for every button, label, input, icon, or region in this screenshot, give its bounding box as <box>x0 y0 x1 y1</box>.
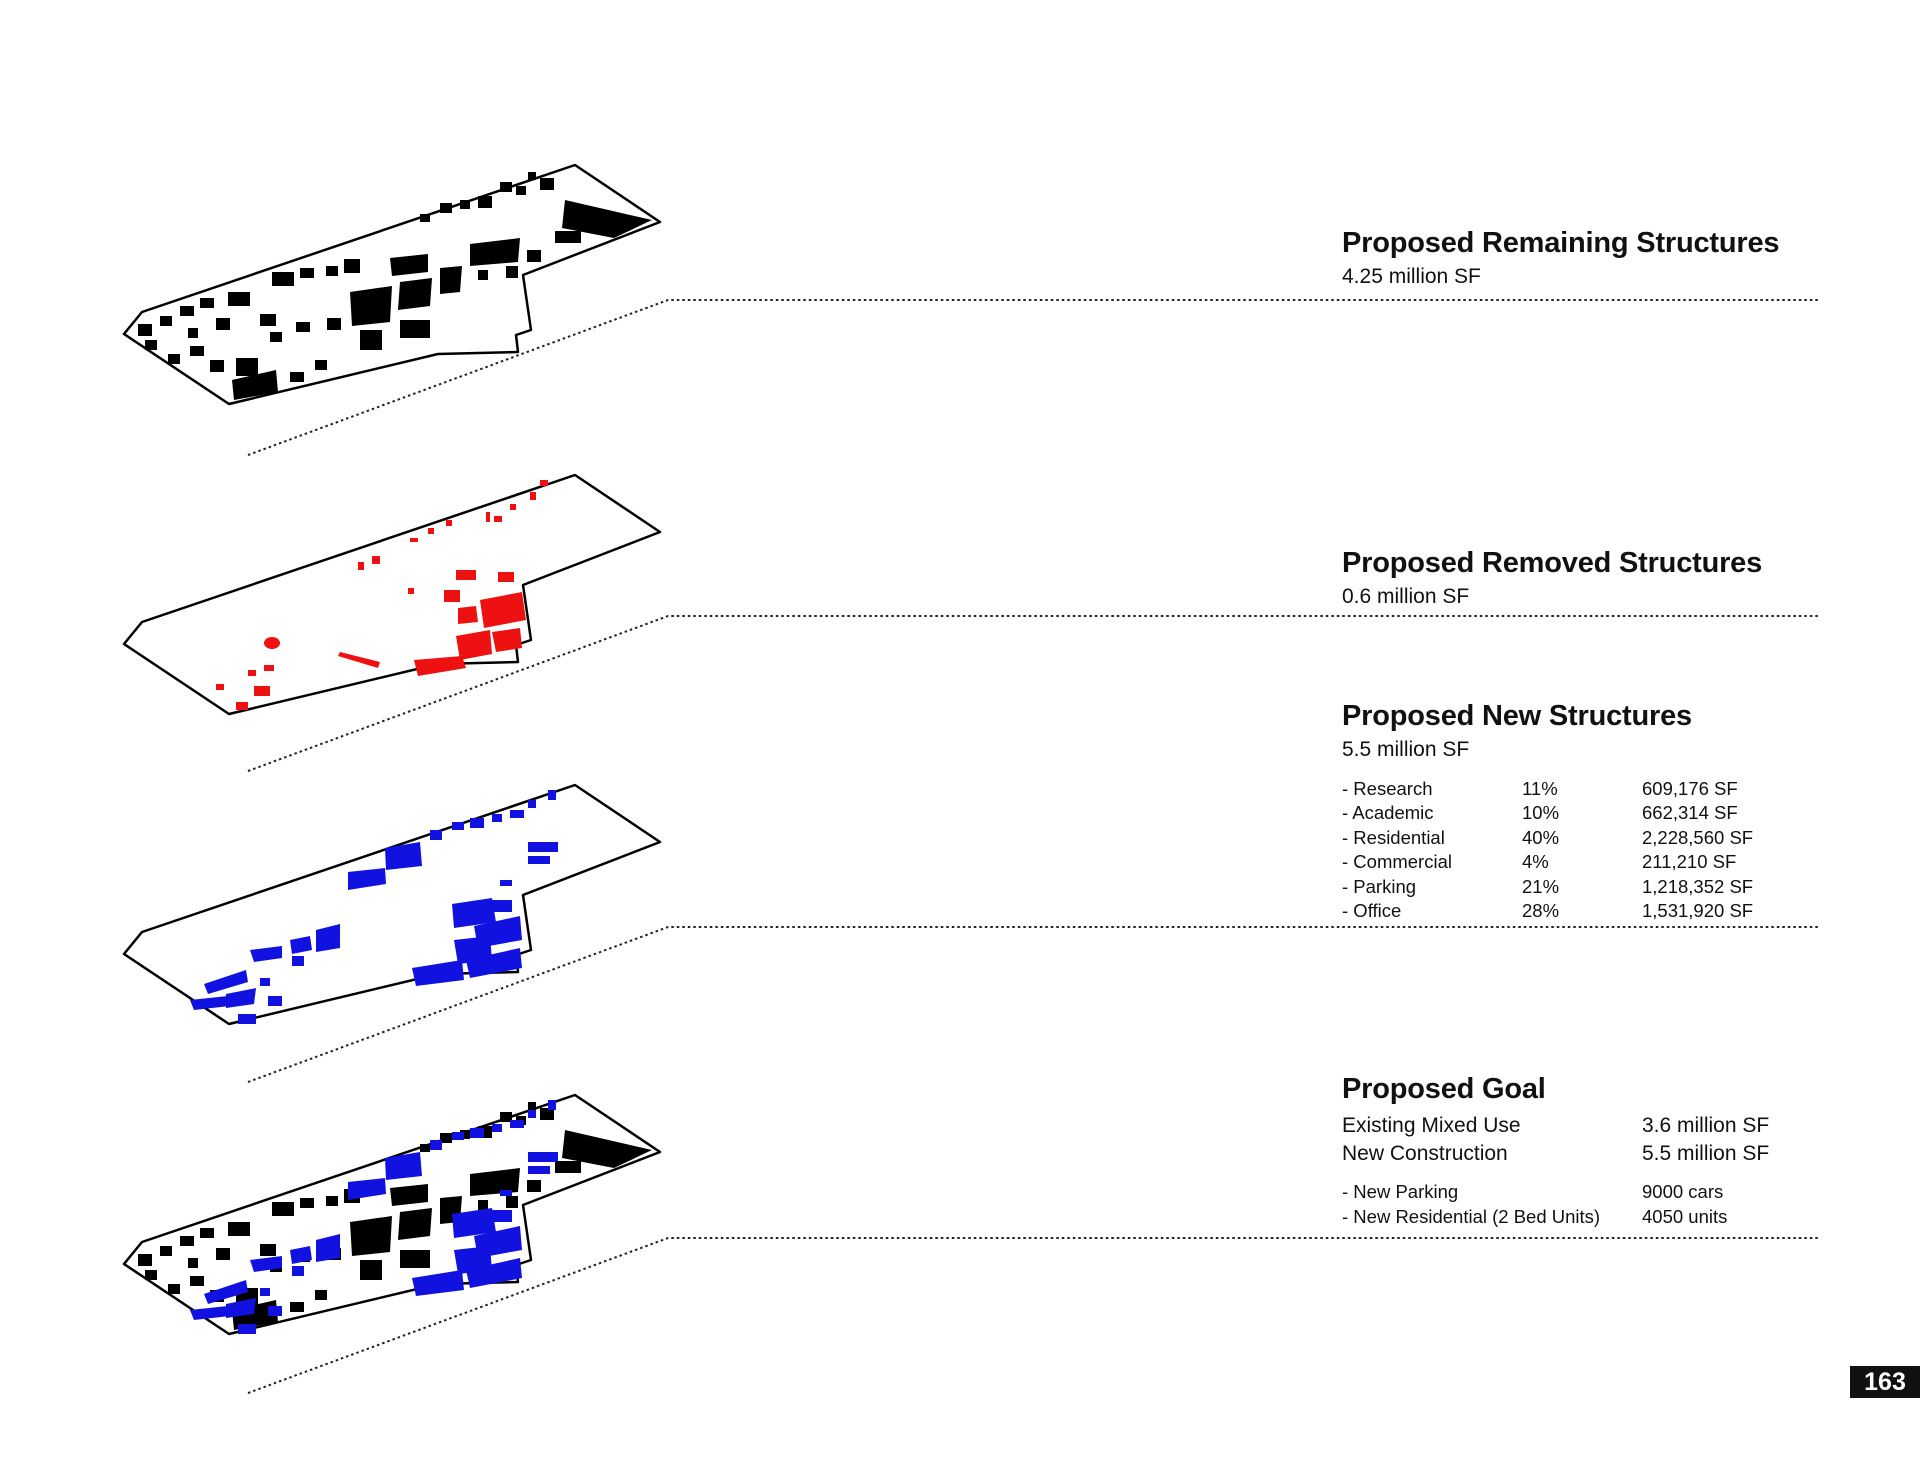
use-percent: 28% <box>1522 900 1560 922</box>
goal-summary-table <box>1342 1112 1769 1168</box>
goal-detail-table <box>1342 1180 1727 1229</box>
removed-structures-block <box>1342 546 1762 610</box>
remaining-heading: Proposed Remaining Structures <box>1342 227 1780 259</box>
layer-proposed-goal <box>124 1095 660 1334</box>
use-label: - Research <box>1342 778 1433 799</box>
goal-value: 3.6 million SF <box>1642 1114 1770 1137</box>
use-label: - Office <box>1342 900 1402 922</box>
use-percent: 21% <box>1522 875 1560 897</box>
table-row <box>1342 1205 1727 1230</box>
table-row <box>1342 875 1753 899</box>
layer-removed-structures <box>124 475 660 714</box>
goal-detail-label: - New Parking <box>1342 1181 1459 1202</box>
goal-heading: Proposed Goal <box>1342 1073 1546 1105</box>
use-percent: 40% <box>1522 826 1560 848</box>
remaining-area: 4.25 million SF <box>1342 265 1481 288</box>
use-label: - Residential <box>1342 826 1445 848</box>
table-row <box>1342 777 1753 801</box>
page-number: 163 <box>1850 1366 1920 1398</box>
use-label: - Commercial <box>1342 851 1452 873</box>
remaining-structures-block <box>1342 226 1779 290</box>
table-row <box>1342 850 1753 874</box>
use-percent: 4% <box>1522 851 1549 873</box>
table-row <box>1342 1180 1727 1205</box>
use-area: 1,218,352 SF <box>1642 875 1754 897</box>
table-row <box>1342 1112 1769 1140</box>
layer-remaining-structures <box>124 165 660 404</box>
use-area: 2,228,560 SF <box>1642 826 1754 848</box>
use-area: 211,210 SF <box>1642 851 1737 873</box>
table-row <box>1342 1140 1769 1168</box>
proposed-goal-block <box>1342 1072 1769 1229</box>
use-area: 609,176 SF <box>1642 778 1738 799</box>
table-row <box>1342 801 1753 825</box>
use-area: 1,531,920 SF <box>1642 900 1754 922</box>
new-heading: Proposed New Structures <box>1342 700 1692 732</box>
goal-detail-label: - New Residential (2 Bed Units) <box>1342 1205 1601 1227</box>
table-row <box>1342 899 1753 923</box>
removed-area: 0.6 million SF <box>1342 585 1470 608</box>
goal-detail-value: 9000 cars <box>1642 1181 1724 1202</box>
use-area: 662,314 SF <box>1642 802 1738 824</box>
layer-new-structures <box>124 785 660 1024</box>
table-row <box>1342 826 1753 850</box>
new-structures-block <box>1342 699 1753 923</box>
goal-detail-value: 4050 units <box>1642 1205 1728 1227</box>
use-label: - Academic <box>1342 802 1434 824</box>
use-percent: 11% <box>1522 778 1558 799</box>
new-area: 5.5 million SF <box>1342 738 1470 761</box>
new-use-table <box>1342 777 1753 923</box>
use-label: - Parking <box>1342 875 1417 897</box>
use-percent: 10% <box>1522 802 1560 824</box>
goal-label: New Construction <box>1342 1142 1508 1165</box>
goal-label: Existing Mixed Use <box>1342 1114 1521 1137</box>
goal-value: 5.5 million SF <box>1642 1142 1770 1165</box>
removed-heading: Proposed Removed Structures <box>1342 547 1763 579</box>
